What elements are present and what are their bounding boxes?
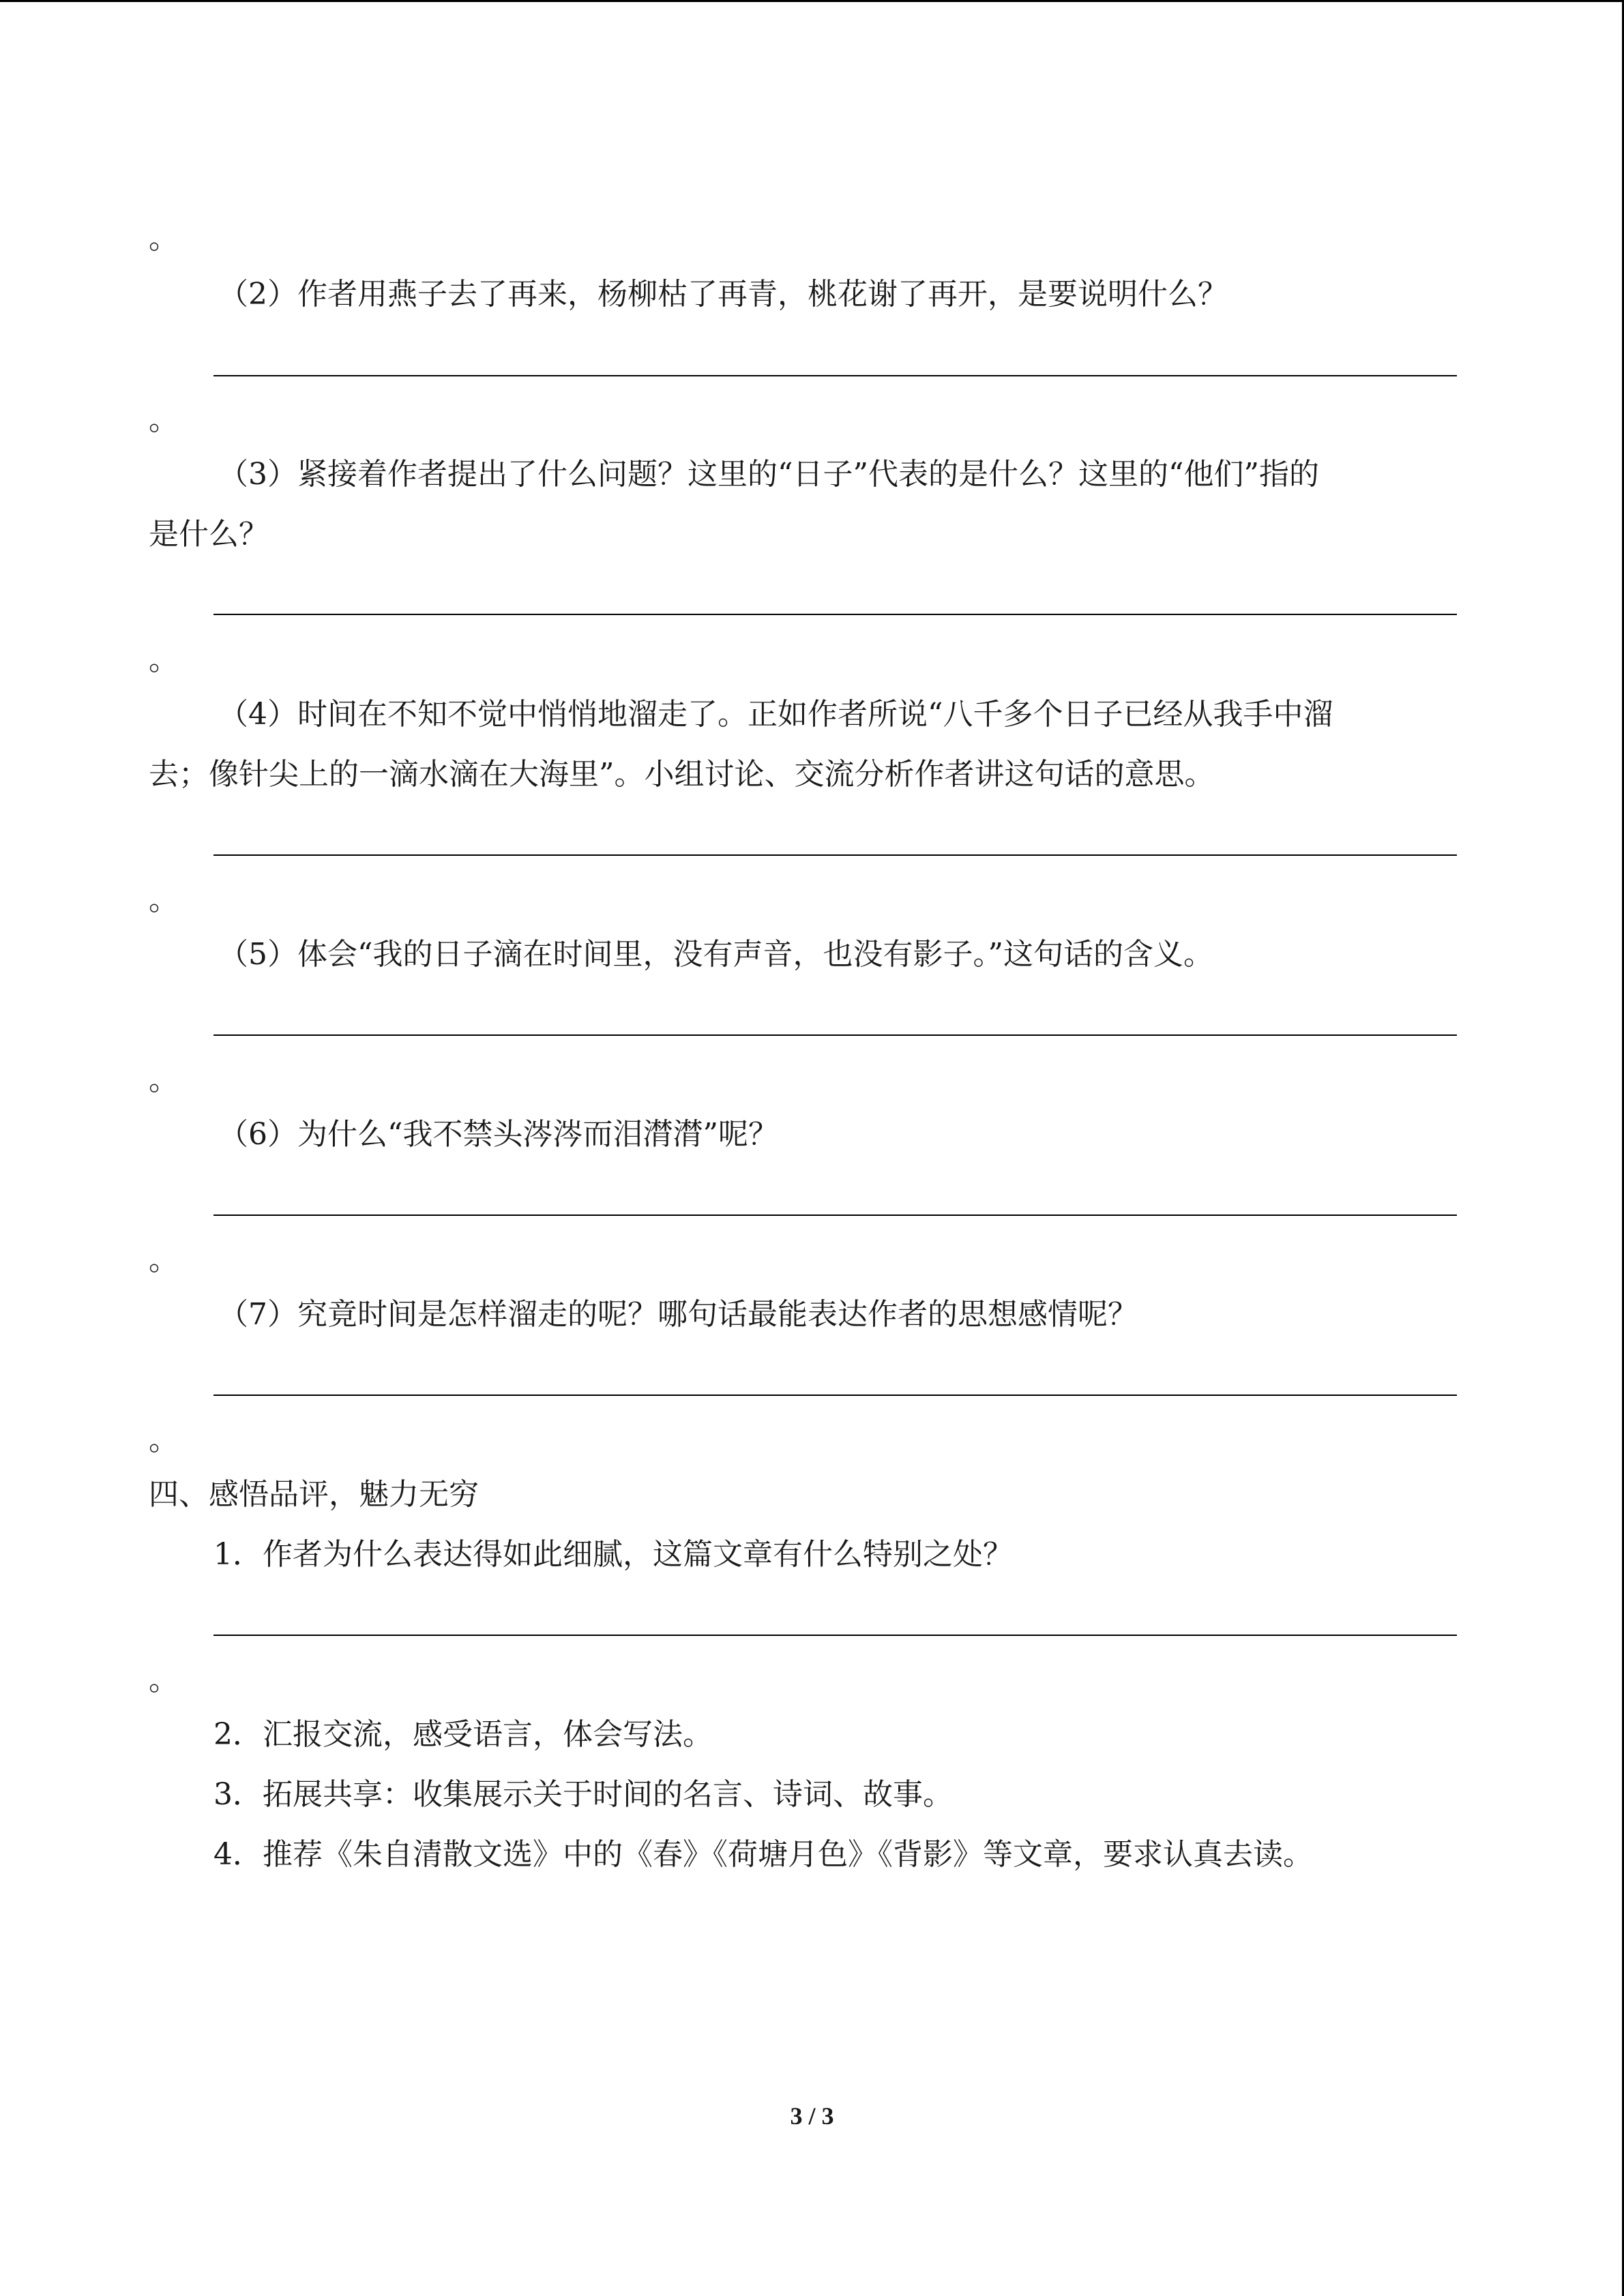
question-3-line-2: 是什么？ — [149, 517, 269, 552]
section-4-item-4: 4．推荐《朱自清散文选》中的《春》《荷塘月色》《背影》等文章，要求认真去读。 — [213, 1837, 1313, 1872]
answer-line-q4 — [213, 854, 1457, 856]
answer-end-mark-q3: 。 — [149, 642, 179, 677]
page-top-border — [0, 0, 1624, 2]
answer-line-q2 — [213, 375, 1457, 376]
answer-end-mark-q6: 。 — [149, 1242, 179, 1277]
answer-end-mark-q5: 。 — [149, 1062, 179, 1097]
question-3-line-1: （3）紧接着作者提出了什么问题？这里的“日子”代表的是什么？这里的“他们”指的 — [218, 457, 1319, 492]
answer-line-q5 — [213, 1034, 1457, 1036]
answer-line-q3 — [213, 614, 1457, 615]
section-4-item-2: 2．汇报交流，感受语言，体会写法。 — [213, 1717, 713, 1752]
question-4-line-1: （4）时间在不知不觉中悄悄地溜走了。正如作者所说“八千多个日子已经从我手中溜 — [218, 697, 1333, 732]
question-5: （5）体会“我的日子滴在时间里，没有声音，也没有影子。”这句话的含义。 — [218, 937, 1213, 972]
section-4-item-3: 3．拓展共享：收集展示关于时间的名言、诗词、故事。 — [213, 1777, 953, 1812]
question-4-line-2: 去；像针尖上的一滴水滴在大海里”。小组讨论、交流分析作者讲这句话的意思。 — [149, 757, 1215, 792]
answer-line-q6 — [213, 1214, 1457, 1216]
answer-end-mark-q4: 。 — [149, 882, 179, 917]
section-4-item-1: 1．作者为什么表达得如此细腻，这篇文章有什么特别之处？ — [213, 1537, 1013, 1572]
answer-end-mark-q2: 。 — [149, 402, 179, 437]
question-6: （6）为什么“我不禁头涔涔而泪潸潸”呢？ — [218, 1117, 778, 1152]
question-7: （7）究竟时间是怎样溜走的呢？哪句话最能表达作者的思想感情呢？ — [218, 1297, 1138, 1332]
section-4-heading: 四、感悟品评，魅力无穷 — [149, 1477, 479, 1512]
question-2: （2）作者用燕子去了再来，杨柳枯了再青，桃花谢了再开，是要说明什么？ — [218, 277, 1228, 312]
page-number: 3 / 3 — [790, 2102, 834, 2130]
answer-end-mark-section-4-item-1: 。 — [149, 1663, 179, 1697]
answer-end-mark: 。 — [149, 221, 179, 256]
answer-line-q7 — [213, 1395, 1457, 1396]
answer-end-mark-q7: 。 — [149, 1422, 179, 1457]
answer-line-section-4-item-1 — [213, 1635, 1457, 1636]
